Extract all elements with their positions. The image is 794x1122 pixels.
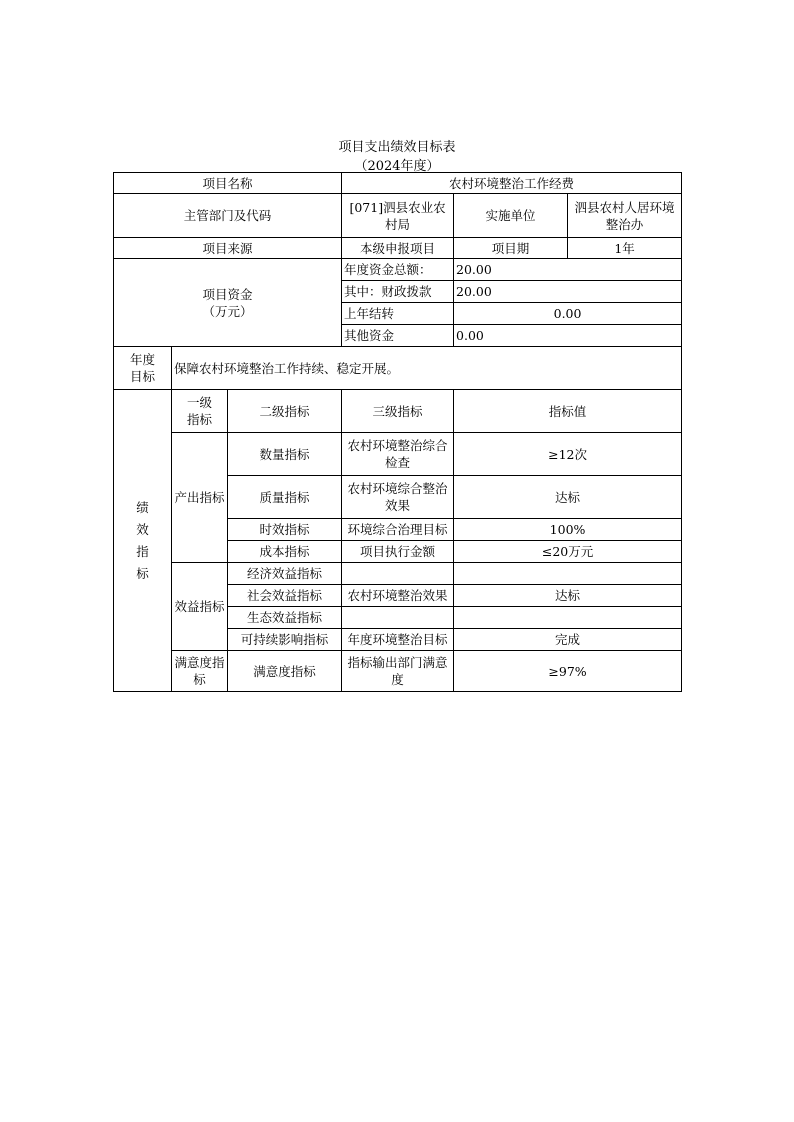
satisfaction-indicator-label: 满意度指标 bbox=[172, 651, 228, 692]
funds-row-label: 其他资金 bbox=[342, 325, 454, 347]
dept-label: 主管部门及代码 bbox=[114, 194, 342, 238]
header-level1-line1: 一级 bbox=[186, 395, 212, 410]
annual-goal-label-line1: 年度 bbox=[129, 352, 155, 367]
benefit-indicator-label: 效益指标 bbox=[172, 563, 228, 651]
header-level1 bbox=[172, 390, 228, 433]
indicator-value: ≥97% bbox=[454, 651, 682, 692]
indicator-level2: 数量指标 bbox=[228, 433, 342, 476]
indicator-value: 完成 bbox=[454, 629, 682, 651]
annual-goal-label bbox=[114, 347, 172, 390]
indicator-level2: 经济效益指标 bbox=[228, 563, 342, 585]
funds-row-label: 年度资金总额： bbox=[342, 259, 454, 281]
impl-unit-label: 实施单位 bbox=[454, 194, 568, 238]
document-subtitle: （2024年度） bbox=[354, 159, 440, 174]
indicator-level3: 环境综合治理目标 bbox=[342, 519, 454, 541]
indicator-level3: 指标输出部门满意度 bbox=[342, 651, 454, 692]
period-label: 项目期 bbox=[454, 238, 568, 259]
funds-label bbox=[114, 259, 342, 347]
header-level2: 二级指标 bbox=[228, 390, 342, 433]
output-indicator-label: 产出指标 bbox=[172, 433, 228, 563]
indicator-level2: 满意度指标 bbox=[228, 651, 342, 692]
document-title: 项目支出绩效目标表 bbox=[338, 140, 456, 155]
indicator-level2: 社会效益指标 bbox=[228, 585, 342, 607]
header-level1-line2: 指标 bbox=[186, 412, 212, 427]
funds-row-value: 0.00 bbox=[454, 325, 682, 347]
perf-side-char: 绩 bbox=[136, 499, 149, 515]
indicator-value: 达标 bbox=[454, 476, 682, 519]
perf-side-label bbox=[114, 390, 172, 692]
indicator-level2: 生态效益指标 bbox=[228, 607, 342, 629]
project-name-value: 农村环境整治工作经费 bbox=[342, 173, 682, 194]
perf-side-char: 效 bbox=[136, 521, 149, 537]
indicator-level3: 农村环境整治效果 bbox=[342, 585, 454, 607]
period-value: 1年 bbox=[568, 238, 682, 259]
funds-row-value: 20.00 bbox=[454, 259, 682, 281]
perf-side-char: 标 bbox=[136, 565, 149, 581]
funds-row-value: 0.00 bbox=[454, 303, 682, 325]
indicator-value: 100% bbox=[454, 519, 682, 541]
indicator-level3 bbox=[342, 563, 454, 585]
indicator-level3: 项目执行金额 bbox=[342, 541, 454, 563]
indicator-value: ≥12次 bbox=[454, 433, 682, 476]
indicator-value bbox=[454, 563, 682, 585]
funds-label-line1: 项目资金 bbox=[202, 286, 253, 302]
indicator-level3: 年度环境整治目标 bbox=[342, 629, 454, 651]
funds-label-line2: （万元） bbox=[202, 303, 253, 319]
indicator-level2: 质量指标 bbox=[228, 476, 342, 519]
annual-goal-text: 保障农村环境整治工作持续、稳定开展。 bbox=[172, 347, 682, 390]
annual-goal-label-line2: 目标 bbox=[129, 369, 155, 384]
funds-row-label: 其中：财政拨款 bbox=[342, 281, 454, 303]
source-label: 项目来源 bbox=[114, 238, 342, 259]
funds-row-label: 上年结转 bbox=[342, 303, 454, 325]
indicator-level3 bbox=[342, 607, 454, 629]
project-name-label: 项目名称 bbox=[114, 173, 342, 194]
header-value: 指标值 bbox=[454, 390, 682, 433]
source-value: 本级申报项目 bbox=[342, 238, 454, 259]
indicator-level2: 成本指标 bbox=[228, 541, 342, 563]
indicator-value: ≤20万元 bbox=[454, 541, 682, 563]
perf-side-char: 指 bbox=[136, 543, 149, 559]
funds-row-value: 20.00 bbox=[454, 281, 682, 303]
dept-value: [071]泗县农业农村局 bbox=[342, 194, 454, 238]
indicator-level2: 时效指标 bbox=[228, 519, 342, 541]
indicator-value bbox=[454, 607, 682, 629]
indicator-level2: 可持续影响指标 bbox=[228, 629, 342, 651]
indicator-level3: 农村环境整治综合检查 bbox=[342, 433, 454, 476]
performance-target-table bbox=[113, 172, 682, 692]
impl-unit-value: 泗县农村人居环境整治办 bbox=[568, 194, 682, 238]
indicator-value: 达标 bbox=[454, 585, 682, 607]
indicator-level3: 农村环境综合整治效果 bbox=[342, 476, 454, 519]
header-level3: 三级指标 bbox=[342, 390, 454, 433]
